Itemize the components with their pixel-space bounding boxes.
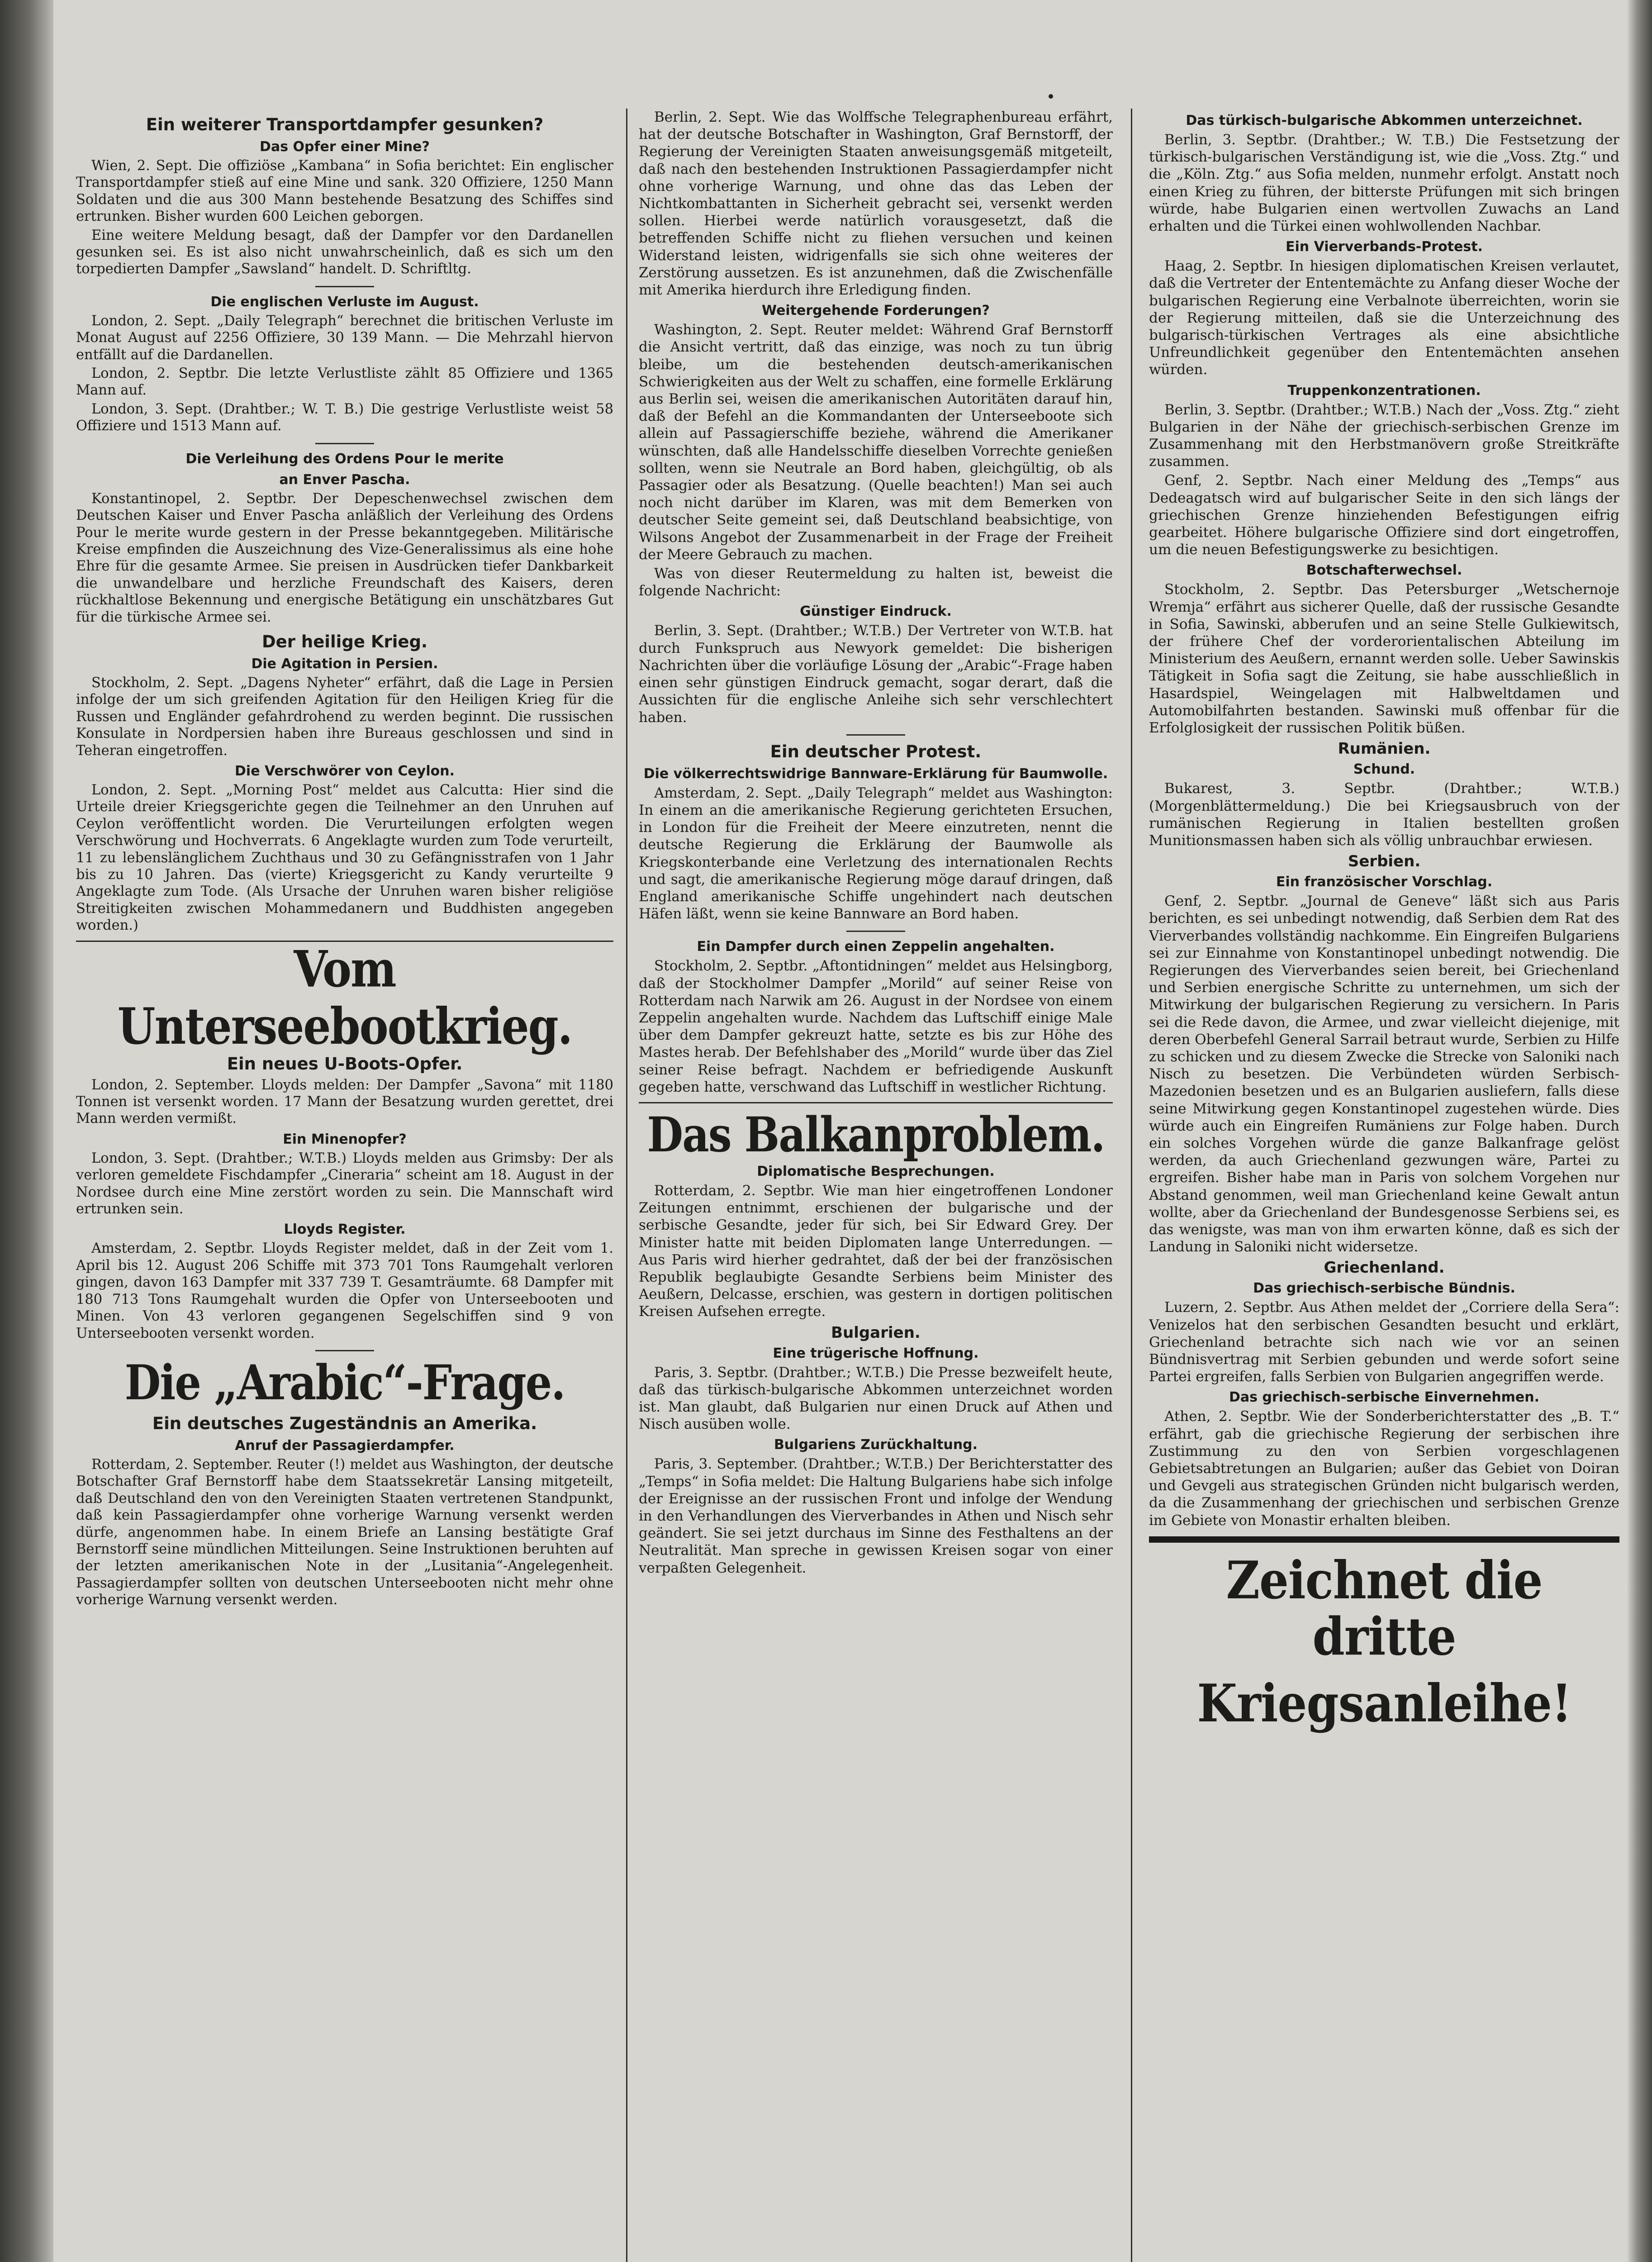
article-subtitle: Das Opfer einer Mine? <box>260 139 430 155</box>
article-subtitle: Griechenland. <box>1324 1259 1445 1277</box>
article-title: Der heilige Krieg. <box>261 632 428 651</box>
article-subtitle: Schund. <box>1353 761 1415 778</box>
paragraph: Rotterdam, 2. Septbr. Wie man hier eingetroffenen Londoner Zeitungen entnimmt, erschienen der bulgarische und der serbische Gesandte, jeder für sich, bei Sir Edward Grey. Der Minister hatte mit beiden Diplomaten lange Unterredungen. — Aus Paris wird hierher gedrahtet, daß der bei der französischen Republik beglaubigte Gesandte Serbiens beim Minister des Aeußern, Delcasse, erschien, was gestern in dortigen politischen Kreisen Aufsehen erregte. <box>639 1182 1113 1320</box>
article-subtitle: Günstiger Eindruck. <box>800 604 952 620</box>
paragraph: Berlin, 3. Septbr. (Drahtber.; W.T.B.) Nach der „Voss. Ztg.“ zieht Bulgarien in der Nähe der griechisch-serbischen Grenze im Zusammenhang mit den Herbstmanövern große Streitkräfte zusammen. <box>1149 401 1619 470</box>
article-subtitle: Die Agitation in Persien. <box>251 656 438 672</box>
article-subtitle: Bulgarien. <box>831 1323 921 1342</box>
page-edge <box>1628 0 1652 2262</box>
section-headline: Vom Unterseebootkrieg. <box>117 939 572 1056</box>
separator <box>315 443 374 444</box>
paragraph: Was von dieser Reutermeldung zu halten ist, beweist die folgende Nachricht: <box>639 566 1113 599</box>
article-title: Ein weiterer Transportdampfer gesunken? <box>146 115 544 134</box>
paragraph: Genf, 2. Septbr. Nach einer Meldung des „Temps“ aus Dedeagatsch wird auf bulgarischer Seite in den sich längs der griechischen Grenze hinziehenden Befestigungen eifrig gearbeitet. Höhere bulgarische Offiziere sind dort eingetroffen, um die neuen Befestigungswerke zu besichtigen. <box>1149 472 1619 558</box>
column-2 <box>639 109 1113 2262</box>
article-subtitle: Ein neues U-Boots-Opfer. <box>227 1054 463 1074</box>
paragraph: Amsterdam, 2. Sept. „Daily Telegraph“ meldet aus Washington: In einem an die amerikanische Regierung gerichteten Ersuchen, in London für die Freiheit der Meere einzutreten, nennt die deutsche Regierung die Erklärung der Baumwolle als Kriegskonterbande eine Verletzung des internationalen Rechts und sagt, die amerikanische Regierung möge darauf dringen, daß England amerikanische Schiffe ungehindert nach deutschen Häfen läßt, wenn sie keine Bannware an Bord haben. <box>639 784 1113 922</box>
paragraph: Stockholm, 2. Septbr. „Aftontidningen“ meldet aus Helsingborg, daß der Stockholmer Dampfer „Morild“ auf seiner Reise von Rotterdam nach Narwik am 26. August in der Nordsee von einem Zeppelin angehalten wurde. Nachdem das Luftschiff einige Male über dem Dampfer gekreuzt hatte, setzte es bis zur Höhe des Mastes herab. Der Befehlshaber des „Morild“ wurde über das Ziel seiner Reise befragt. Nachdem er befriedigende Auskunft gegeben hatte, verschwand das Luftschiff in westlicher Richtung. <box>639 958 1113 1095</box>
column-rule <box>626 109 627 2262</box>
paragraph: Berlin, 2. Sept. Wie das Wolffsche Telegraphenbureau erfährt, hat der deutsche Botschafter in Washington, Graf Bernstorff, der Regierung der Vereinigten Staaten anweisungsgemäß mitgeteilt, daß nach den bestehenden Instruktionen Passagierdampfer nicht ohne vorherige Warnung, und ohne das das Leben der Nichtkombattanten in Sicherheit gebracht sei, versenkt werden sollen. Hierbei werde natürlich vorausgesetzt, daß die betreffenden Schiffe nicht zu fliehen versuchen und keinen Widerstand leisten, widrigenfalls sie sich ohne weiteres der Zerstörung aussetzen. Es ist anzunehmen, daß die Zwischenfälle mit Amerika hierdurch ihre Erledigung finden. <box>639 109 1113 299</box>
article-subtitle: Das türkisch-bulgarische Abkommen unterzeichnet. <box>1186 113 1583 128</box>
ad-line-1: Zeichnet die <box>1226 1550 1543 1611</box>
article-subtitle: Truppenkonzentrationen. <box>1287 382 1481 399</box>
column-rule <box>1131 109 1132 2262</box>
paragraph: Bukarest, 3. Septbr. (Drahtber.; W.T.B.) (Morgenblättermeldung.) Die bei Kriegsausbruch von der rumänischen Regierung in Italien bestellten großen Munitionsmassen haben sich als völlig unbrauchbar erwiesen. <box>1149 780 1619 849</box>
paragraph: Paris, 3. September. (Drahtber.; W.T.B.) Der Berichterstatter des „Temps“ in Sofia meldet: Die Haltung Bulgariens habe sich infolge der Ereignisse an der russischen Front und infolge der Wendung in den Verhandlungen des Vierverbandes in Athen und Nisch sehr geändert. Sie sei jetzt durchaus im Sinne des Festhaltens an der Neutralität. Man spreche in gewissen Kreisen sogar von einer verpaßten Gelegenheit. <box>639 1456 1113 1576</box>
paragraph: Konstantinopel, 2. Septbr. Der Depeschenwechsel zwischen dem Deutschen Kaiser und Enver Pascha anläßlich der Verleihung des Ordens Pour le merite wurde gestern in der Presse bekanntgegeben. Militärische Kreise empfinden die Auszeichnung des Vize-Generalissimus als eine hohe Ehre für die gesamte Armee. Sie preisen in Ausdrücken tiefer Dankbarkeit die unwandelbare und herzliche Freundschaft des Kaisers, deren rückhaltlose Bekennung und energische Betätigung ein unschätzbares Gut für die türkische Armee sei. <box>76 490 613 625</box>
ad-line-2: dritte Kriegsanleihe! <box>1197 1606 1571 1734</box>
paragraph: London, 3. Sept. (Drahtber.; W. T. B.) Die gestrige Verlustliste weist 58 Offiziere und 1513 Mann auf. <box>76 401 613 434</box>
article-subtitle: Serbien. <box>1348 852 1421 871</box>
article-subtitle: Lloyds Register. <box>284 1221 406 1238</box>
article-subtitle: Diplomatische Besprechungen. <box>757 1163 995 1179</box>
paragraph: Wien, 2. Sept. Die offiziöse „Kambana“ in Sofia berichtet: Ein englischer Transportdampfer stieß auf eine Mine und sank. 320 Offiziere, 1250 Mann Soldaten und die aus 300 Mann bestehende Besatzung des Schiffes sind ertrunken. Bisher wurden 600 Leichen geborgen. <box>76 158 613 225</box>
separator <box>846 931 905 932</box>
paragraph: Stockholm, 2. Septbr. Das Petersburger „Wetschernoje Wremja“ erfährt aus sicherer Quelle, daß der russische Gesandte in Sofia, Sawinski, abberufen und an seine Stelle Gulkiewitsch, der frühere Chef der vorderorientalischen Abteilung im Ministerium des Aeußern, ernannt werden solle. Ueber Sawinskis Tätigkeit in Sofia sagt die Zeitung, sie habe ausschließlich in Hasardspiel, Weingelagen mit Halbweltdamen und Automobilfahrten bestanden. Sawinski muß offenbar für die Erfolglosigkeit der russischen Politik büßen. <box>1149 581 1619 737</box>
article-subtitle: Die völkerrechtswidrige Bannware-Erklärung für Baumwolle. <box>643 765 1108 782</box>
war-bond-advertisement <box>1149 1536 1619 1734</box>
paragraph: London, 3. Sept. (Drahtber.; W.T.B.) Lloyds melden aus Grimsby: Der als verloren gemeldete Fischdampfer „Cineraria“ scheint am 18. August in der Nordsee durch eine Mine zerstört worden zu sein. Die Mannschaft wird ertrunken sein. <box>76 1150 613 1217</box>
paragraph: Genf, 2. Septbr. „Journal de Geneve“ läßt sich aus Paris berichten, es sei unbedingt notwendig, daß Serbien dem Rat des Vierverbandes vollständig nachkomme. Ein Eingreifen Bulgariens sei zur Einnahme von Konstantinopel unbedingt notwendig. Die Regierungen des Vierverbandes seien bereit, bei Griechenland und Serbien energische Schritte zu unternehmen, um sich der Mitwirkung der bulgarischen Regierung zu versichern. In Paris sei die Rede davon, die Armee, und zwar vielleicht diejenige, mit deren Oberbefehl General Sarrail betraut wurde, Serbien zu Hilfe zu schicken und zu diesem Zwecke die Strecke von Saloniki nach Nisch zu besetzen. Die Verbündeten würden Serbisch-Mazedonien besetzen und es an Bulgarien ausliefern, falls diese seine Mitwirkung gegen Konstantinopel zugestehen würde. Dies würde auch ein Eingreifen Rumäniens zur Folge haben. Durch ein solches Vorgehen würde die ganze Balkanfrage gelöst werden, da auch Griechenland gezwungen wäre, Partei zu ergreifen. Bisher habe man in Paris von solchem Vorgehen nur Abstand genommen, weil man Griechenland keine Gewalt antun wollte, aber da Griechenland der Bundesgenosse Serbiens sei, es das wenigste, was man von ihm erwarten könne, daß es sich der Landung in Saloniki nicht widersetze. <box>1149 893 1619 1255</box>
paragraph: Berlin, 3. Sept. (Drahtber.; W.T.B.) Der Vertreter von W.T.B. hat durch Funkspruch aus Newyork gemeldet: Die bisherigen Nachrichten über die vorläufige Lösung der „Arabic“-Frage haben einen sehr günstigen Eindruck gemacht, sogar derart, daß die Aussichten für die englische Anleihe sich sehr verschlechtert haben. <box>639 623 1113 726</box>
paragraph: Luzern, 2. Septbr. Aus Athen meldet der „Corriere della Sera“: Venizelos hat den serbischen Gesandten besucht und erklärt, Griechenland betrachte sich nach wie vor an seinen Bündnisvertrag mit Serbien gebunden und werde sofort seine Partei ergreifen, falls Serbien von Bulgarien angegriffen werde. <box>1149 1299 1619 1385</box>
separator <box>846 734 905 736</box>
article-title: Die englischen Verluste im August. <box>210 294 479 310</box>
column-1 <box>76 109 613 2262</box>
paragraph: Washington, 2. Sept. Reuter meldet: Während Graf Bernstorff die Ansicht vertritt, daß das einzige, was noch zu tun übrig bleibe, um die bestehenden deutsch-amerikanischen Schwierigkeiten aus der Welt zu schaffen, eine formelle Erklärung aus Berlin sei, weisen die amerikanischen Autoritäten darauf hin, daß der Befehl an die Kommandanten der Unterseeboote sich allein auf Passagierschiffe beziehe, während die Amerikaner wünschten, daß alle Handelsschiffe dieselben Vorrechte genießen sollten, wenn sie Neutrale an Bord haben, gleichgültig, ob als Passagier oder als Besatzung. (Quelle beachten!) Man sei auch noch nicht darüber im Klaren, was mit dem Bemerken von deutscher Seite gemeint sei, daß Deutschland beabsichtige, von Wilsons Angebot der Zusammenarbeit in der Frage der Freiheit der Meere Gebrauch zu machen. <box>639 322 1113 563</box>
separator <box>315 286 374 287</box>
paragraph: London, 2. September. Lloyds melden: Der Dampfer „Savona“ mit 1180 Tonnen ist versenkt worden. 17 Mann der Besatzung wurden gerettet, drei Mann werden vermißt. <box>76 1077 613 1127</box>
paragraph: London, 2. Sept. „Morning Post“ meldet aus Calcutta: Hier sind die Urteile dreier Kriegsgerichte gegen die Teilnehmer an den Unruhen auf Ceylon veröffentlicht worden. Die Verurteilungen erfolgten wegen Verschwörung und Hochverrats. 6 Angeklagte wurden zum Tode verurteilt, 11 zu lebenslänglichem Zuchthaus und 30 zu Gefängnisstrafen von 1 Jahr bis zu 10 Jahren. Das (vierte) Kriegsgericht zu Kandy verurteilte 9 Angeklagte zum Tode. (Als Ursache der Unruhen waren bisher religiöse Streitigkeiten zwischen Mohammedanern und Buddhisten angegeben worden.) <box>76 782 613 934</box>
article-title: Die Verleihung des Ordens Pour le merite <box>185 451 504 467</box>
book-binding <box>0 0 53 2262</box>
article-subtitle: Botschafterwechsel. <box>1306 562 1462 579</box>
paragraph: Berlin, 3. Septbr. (Drahtber.; W. T.B.) Die Festsetzung der türkisch-bulgarischen Verständigung ist, wie die „Voss. Ztg.“ und die „Köln. Ztg.“ aus Sofia melden, nunmehr erfolgt. Anstatt noch einen Krieg zu führen, der bitterste Prüfungen mit sich bringen würde, habe Bulgarien einen wertvollen Zuwachs an Land erhalten und die Türkei einen wohlwollenden Nachbar. <box>1149 132 1619 235</box>
paragraph: Rotterdam, 2. September. Reuter (!) meldet aus Washington, der deutsche Botschafter Graf Bernstorff habe dem Staatssekretär Lansing mitgeteilt, daß Deutschland den von den Vereinigten Staaten vertretenen Standpunkt, daß kein Passagierdampfer ohne vorherige Warnung versenkt werden dürfe, angenommen habe. In einem Briefe an Lansing bestätigte Graf Bernstorff seine mündlichen Mitteilungen. Seine Instruktionen beruhten auf der letzten amerikanischen Note in der „Lusitania“-Angelegenheit. Passagierdampfer sollten von deutschen Unterseebooten nicht mehr ohne vorherige Warnung versenkt werden. <box>76 1456 613 1608</box>
paragraph: Stockholm, 2. Sept. „Dagens Nyheter“ erfährt, daß die Lage in Persien infolge der um sich greifenden Agitation für den Heiligen Krieg für die Russen und Engländer gefahrdrohend zu werden beginnt. Die russischen Konsulate in Nordpersien haben ihre Bureaus geschlossen und sind in Teheran eingetroffen. <box>76 675 613 759</box>
paragraph: Athen, 2. Septbr. Wie der Sonderberichterstatter des „B. T.“ erfährt, gab die griechische Regierung der serbischen ihre Zustimmung zu den von Serbien vorgeschlagenen Gebietsabtretungen an Bulgarien; außer das Gebiet von Doiran und Gevgeli aus strategischen Gründen nicht bulgarisch werden, da die Zusammenhang der griechischen und serbischen Grenze im Gebiete von Monastir erhalten bleiben. <box>1149 1408 1619 1529</box>
article-subtitle: Das griechisch-serbische Bündnis. <box>1253 1280 1515 1297</box>
column-3 <box>1149 109 1619 2262</box>
article-subtitle: Ein Dampfer durch einen Zeppelin angehalten. <box>697 939 1055 955</box>
article-subtitle: Weitergehende Forderungen? <box>762 303 990 319</box>
section-headline: Das Balkanproblem. <box>647 1106 1105 1163</box>
article-subtitle: Die Verschwörer von Ceylon. <box>235 763 455 779</box>
article-subtitle: Ein Minenopfer? <box>283 1131 407 1147</box>
print-dot <box>1049 94 1053 99</box>
paragraph: London, 2. Sept. „Daily Telegraph“ berechnet die britischen Verluste im Monat August auf 2256 Offiziere, 30 139 Mann. — Die Mehrzahl hiervon entfällt auf die Dardanellen. <box>76 313 613 363</box>
article-subtitle: Ein deutsches Zugeständnis an Amerika. <box>152 1413 537 1433</box>
article-subtitle: Anruf der Passagierdampfer. <box>235 1437 455 1454</box>
article-subtitle: Ein Vierverbands-Protest. <box>1286 239 1483 255</box>
paragraph: London, 2. Septbr. Die letzte Verlustliste zählt 85 Offiziere und 1365 Mann auf. <box>76 366 613 399</box>
paragraph: Haag, 2. Septbr. In hiesigen diplomatischen Kreisen verlautet, daß die Vertreter der Ententemächte zu Anfang dieser Woche der bulgarischen Regierung eine Verbalnote überreichten, worin sie der Regierung mitteilen, daß sie die Unterzeichnung des bulgarisch-türkischen Vertrages als eine absichtliche Unfreundlichkeit gegenüber den Ententemächten ansehen würden. <box>1149 258 1619 378</box>
article-subtitle: Eine trügerische Hoffnung. <box>773 1345 979 1361</box>
separator <box>315 1350 374 1351</box>
section-headline: Die „Arabic“-Frage. <box>124 1354 565 1411</box>
paragraph: Amsterdam, 2. Septbr. Lloyds Register meldet, daß in der Zeit vom 1. April bis 12. August 206 Schiffe mit 373 701 Tons Raumgehalt verloren gingen, davon 163 Dampfer mit 337 739 T. Gesamträumte. 68 Dampfer mit 180 713 Tons Raumgehalt wurden die Opfer von Unterseebooten und Minen. Von 43 verloren gegangenen Segelschiffen sind 9 von Unterseebooten versenkt worden. <box>76 1240 613 1341</box>
article-subtitle: Das griechisch-serbische Einvernehmen. <box>1229 1389 1539 1406</box>
article-title: an Enver Pascha. <box>279 471 410 488</box>
paragraph: Paris, 3. Septbr. (Drahtber.; W.T.B.) Die Presse bezweifelt heute, daß das türkisch-bulgarische Abkommen unterzeichnet worden ist. Man glaubt, daß Bulgarien nur einen Druck auf Athen und Nisch ausüben wolle. <box>639 1364 1113 1433</box>
article-subtitle: Ein französischer Vorschlag. <box>1276 874 1493 890</box>
article-subtitle: Bulgariens Zurückhaltung. <box>774 1437 978 1453</box>
article-subtitle: Rumänien. <box>1338 740 1431 758</box>
paragraph: Eine weitere Meldung besagt, daß der Dampfer vor den Dardanellen gesunken sei. Es ist also nicht unwahrscheinlich, daß es sich um den torpedierten Dampfer „Sawsland“ handelt. D. Schriftltg. <box>76 227 613 277</box>
article-title: Ein deutscher Protest. <box>770 741 982 761</box>
separator <box>639 1102 1113 1103</box>
